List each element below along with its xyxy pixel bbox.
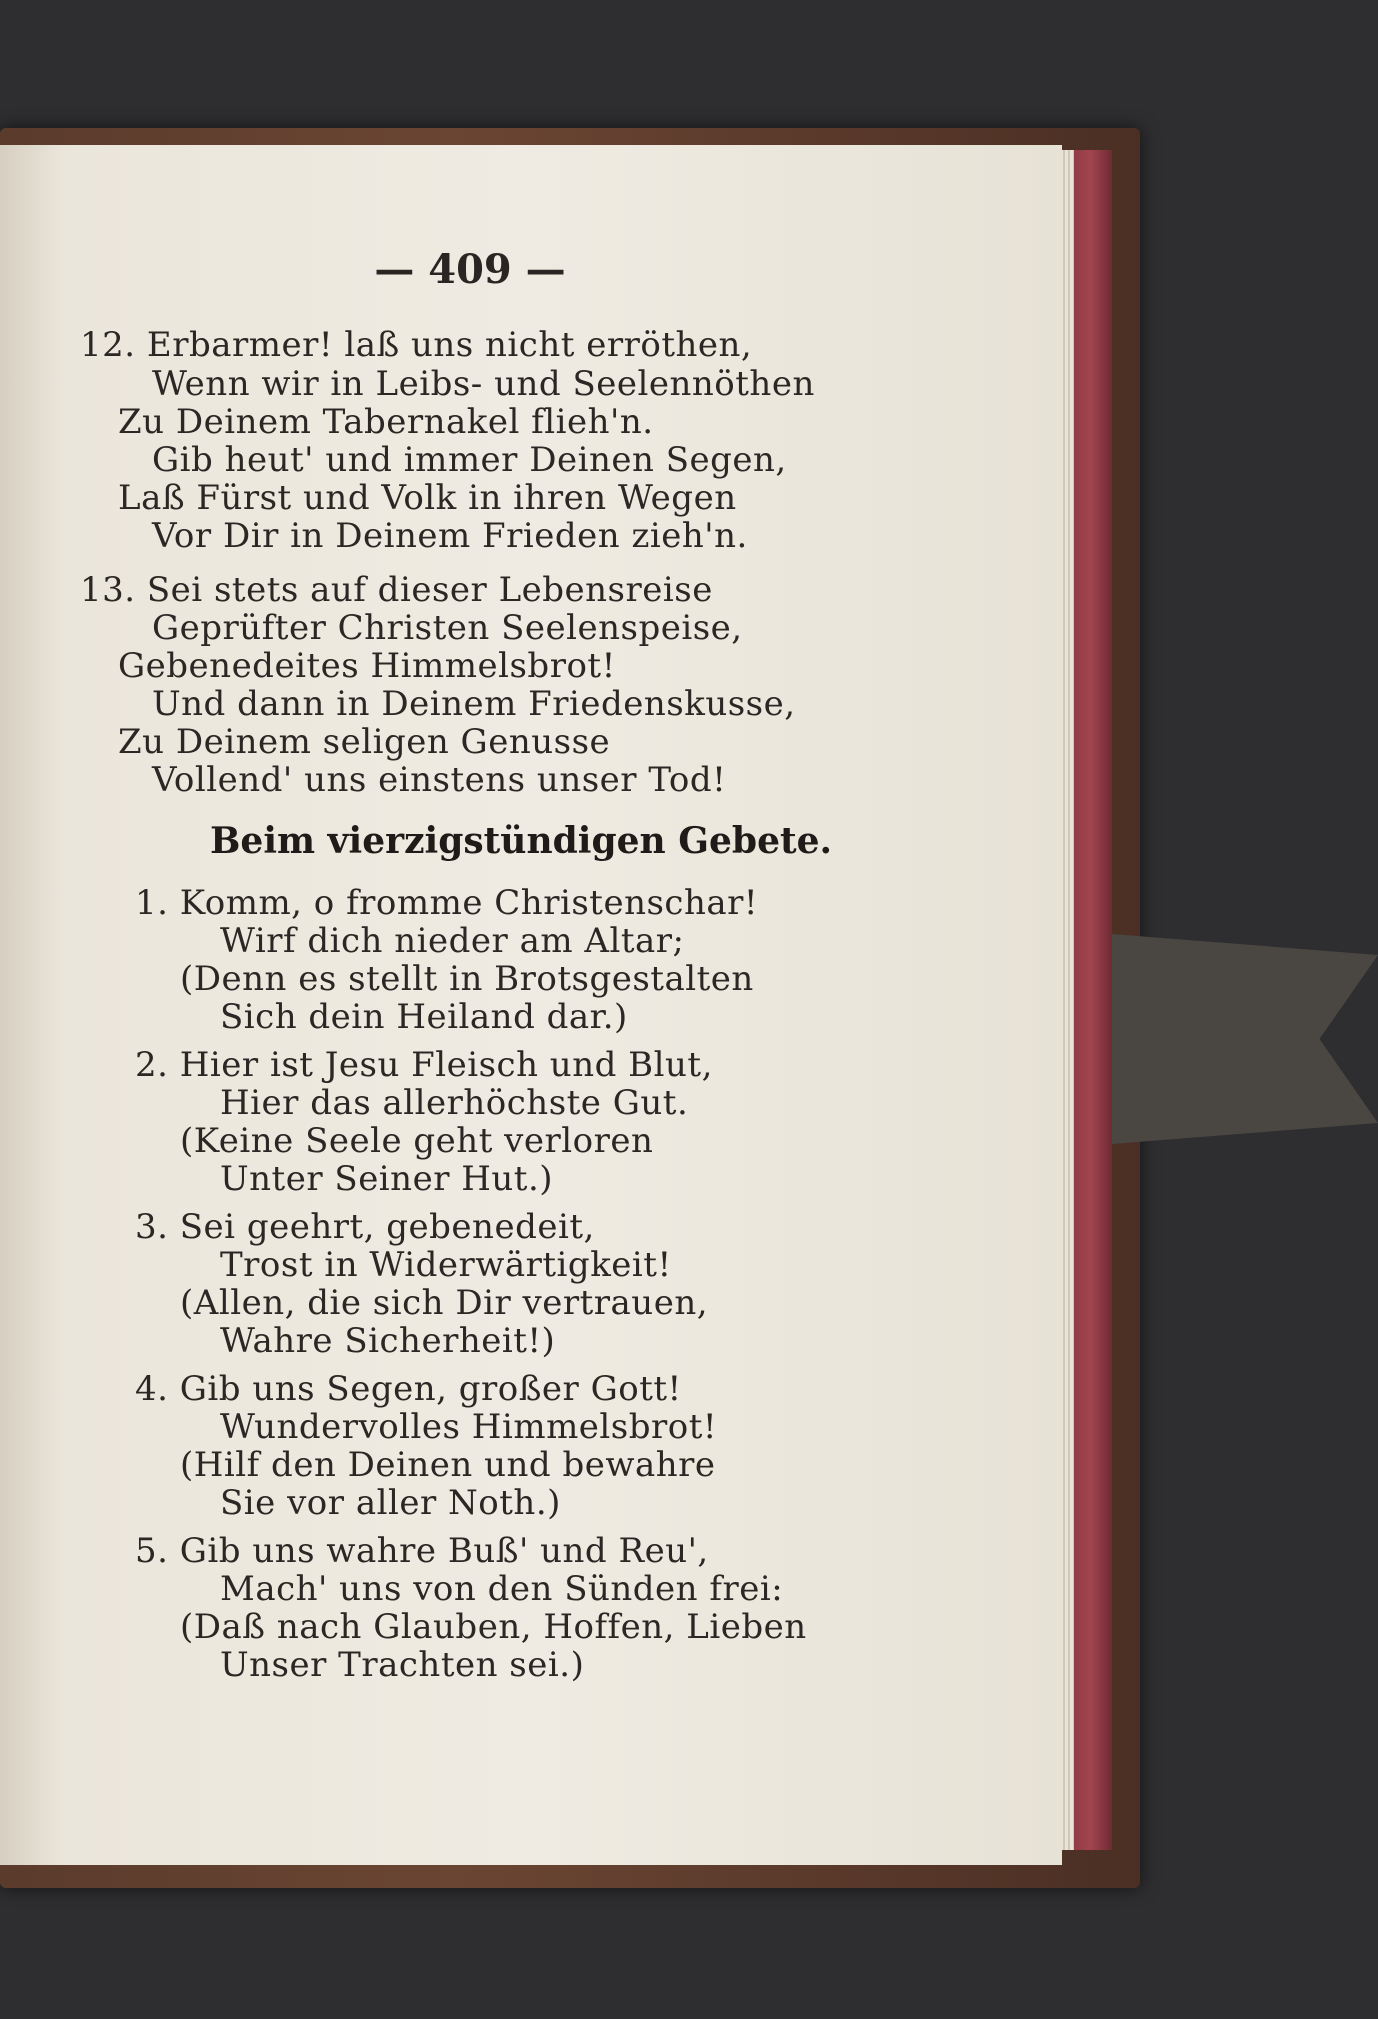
stanza-12-line-5: Laß Fürst und Volk in ihren Wegen [118,478,737,518]
stanza-13-line-6: Vollend' uns einstens unser Tod! [152,760,727,800]
stanza-5-line-2: Mach' uns von den Sünden frei: [220,1569,784,1609]
stanza-3-line-3: (Allen, die sich Dir vertrauen, [180,1283,709,1323]
stanza-2-line-1: 2. Hier ist Jesu Fleisch und Blut, [135,1045,713,1085]
stanza-1-line-1: 1. Komm, o fromme Christenschar! [135,883,759,923]
stanza-12-line-4: Gib heut' und immer Deinen Segen, [152,440,787,480]
stanza-12-line-3: Zu Deinem Tabernakel flieh'n. [118,402,654,442]
stanza-13-line-1: 13. Sei stets auf dieser Lebensreise [80,570,713,610]
stanza-4-line-3: (Hilf den Deinen und bewahre [180,1445,716,1485]
stanza-1-line-4: Sich dein Heiland dar.) [220,997,628,1037]
stanza-13-line-2: Geprüfter Christen Seelenspeise, [152,608,743,648]
stanza-12-line-2: Wenn wir in Leibs- und Seelennöthen [152,364,815,404]
stanza-4-line-1: 4. Gib uns Segen, großer Gott! [135,1369,682,1409]
page-number: — 409 — [374,246,566,293]
stanza-2-line-4: Unter Seiner Hut.) [220,1159,554,1199]
stanza-13-line-3: Gebenedeites Himmelsbrot! [118,646,616,686]
stanza-12-line-1: 12. Erbarmer! laß uns nicht erröthen, [80,325,753,365]
stanza-3-line-2: Trost in Widerwärtigkeit! [220,1245,672,1285]
stanza-4-line-4: Sie vor aller Noth.) [220,1483,561,1523]
stanza-13-line-5: Zu Deinem seligen Genusse [118,722,611,762]
stanza-2-line-2: Hier das allerhöchste Gut. [220,1083,689,1123]
stanza-1-line-3: (Denn es stellt in Brotsgestalten [180,959,754,999]
stanza-5-line-3: (Daß nach Glauben, Hoffen, Lieben [180,1607,807,1647]
stanza-5-line-4: Unser Trachten sei.) [220,1645,585,1685]
section-heading: Beim vierzigstündigen Gebete. [210,820,833,862]
stanza-2-line-3: (Keine Seele geht verloren [180,1121,654,1161]
stanza-3-line-4: Wahre Sicherheit!) [220,1321,556,1361]
bookmark-ribbon [1112,934,1378,1144]
book-cover-edge [1070,150,1112,1850]
stanza-1-line-2: Wirf dich nieder am Altar; [220,921,685,961]
stanza-13-line-4: Und dann in Deinem Friedenskusse, [152,684,796,724]
stanza-3-line-1: 3. Sei geehrt, gebenedeit, [135,1207,595,1247]
stanza-4-line-2: Wundervolles Himmelsbrot! [220,1407,718,1447]
stanza-12-line-6: Vor Dir in Deinem Frieden zieh'n. [152,516,748,556]
stanza-5-line-1: 5. Gib uns wahre Buß' und Reu', [135,1531,709,1571]
